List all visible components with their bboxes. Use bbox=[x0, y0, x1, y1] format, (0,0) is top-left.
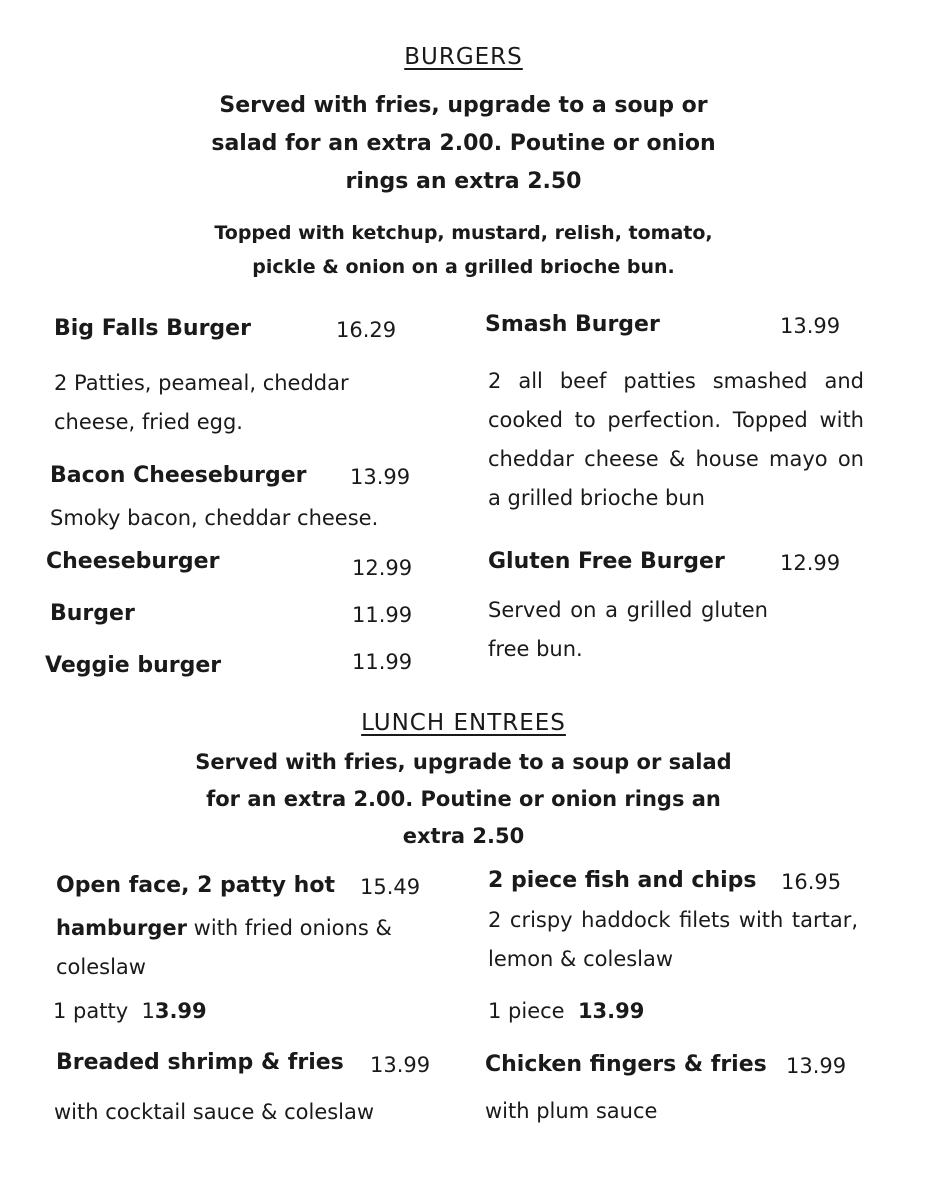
item-desc-gluten-free-burger: Served on a grilled gluten free bun. bbox=[488, 598, 768, 661]
desc-inline: with fried onions & bbox=[186, 916, 392, 940]
item-name-gluten-free-burger: Gluten Free Burger bbox=[488, 549, 725, 574]
item-desc-open-face-hamburger bbox=[56, 909, 392, 948]
item-name-fish-and-chips: 2 piece fish and chips bbox=[488, 868, 757, 893]
lunch-note-line: for an extra 2.00. Poutine or onion rings an bbox=[206, 787, 721, 811]
lunch-note-line: Served with fries, upgrade to a soup or salad bbox=[195, 750, 732, 774]
item-desc-breaded-shrimp: with cocktail sauce & coleslaw bbox=[54, 1100, 375, 1124]
item-price-big-falls-burger: 16.29 bbox=[336, 318, 397, 342]
alt-price: 3.99 bbox=[154, 999, 207, 1023]
item-name-bacon-cheeseburger: Bacon Cheeseburger bbox=[50, 463, 307, 488]
item-price-gluten-free-burger: 12.99 bbox=[780, 551, 841, 575]
burgers-note-line: salad for an extra 2.00. Poutine or onion bbox=[211, 131, 716, 156]
topping-line: pickle & onion on a grilled brioche bun. bbox=[252, 256, 675, 278]
item-price-breaded-shrimp: 13.99 bbox=[370, 1053, 431, 1077]
item-price-fish-and-chips: 16.95 bbox=[781, 870, 842, 894]
item-price-open-face-hamburger: 15.49 bbox=[360, 875, 421, 899]
alt-option-1-patty bbox=[53, 992, 207, 1031]
item-desc-smash-burger: 2 all beef patties smashed and cooked to perfection. Topped with cheddar cheese & house mayo on a grilled brioche bun bbox=[488, 369, 864, 510]
item-price-chicken-fingers: 13.99 bbox=[786, 1054, 847, 1078]
item-desc-big-falls-burger bbox=[54, 364, 434, 442]
alt-price: 13.99 bbox=[577, 999, 645, 1023]
item-name-veggie-burger: Veggie burger bbox=[45, 653, 222, 678]
alt-option-1-piece bbox=[488, 992, 644, 1031]
item-price-smash-burger: 13.99 bbox=[780, 314, 841, 338]
alt-label: 1 piece bbox=[488, 999, 578, 1023]
burgers-note bbox=[0, 87, 927, 201]
item-price-burger: 11.99 bbox=[352, 603, 413, 627]
item-name-breaded-shrimp: Breaded shrimp & fries bbox=[56, 1050, 344, 1075]
topping-line: Topped with ketchup, mustard, relish, tomato, bbox=[214, 222, 713, 244]
burgers-heading: BURGERS bbox=[404, 44, 523, 70]
desc-line: coleslaw bbox=[56, 955, 146, 979]
burgers-note-line: Served with fries, upgrade to a soup or bbox=[219, 93, 708, 118]
item-price-bacon-cheeseburger: 13.99 bbox=[350, 465, 411, 489]
item-name-chicken-fingers: Chicken fingers & fries bbox=[485, 1052, 767, 1077]
item-name-smash-burger: Smash Burger bbox=[485, 312, 660, 337]
desc-line: 2 Patties, peameal, cheddar bbox=[54, 371, 349, 395]
item-desc-bacon-cheeseburger: Smoky bacon, cheddar cheese. bbox=[50, 506, 379, 530]
burgers-note-line: rings an extra 2.50 bbox=[345, 169, 582, 194]
item-name-cheeseburger: Cheeseburger bbox=[46, 549, 220, 574]
lunch-heading: LUNCH ENTREES bbox=[361, 710, 566, 736]
item-price-veggie-burger: 11.99 bbox=[352, 650, 413, 674]
lunch-note-line: extra 2.50 bbox=[402, 824, 525, 848]
item-price-cheeseburger: 12.99 bbox=[352, 556, 413, 580]
item-name-burger: Burger bbox=[50, 601, 135, 626]
item-name-continued: hamburger bbox=[56, 916, 187, 940]
lunch-note bbox=[0, 744, 927, 855]
item-desc-fish-and-chips: 2 crispy haddock filets with tartar, lemon & coleslaw bbox=[488, 908, 858, 971]
alt-label: 1 patty 1 bbox=[53, 999, 155, 1023]
item-desc-chicken-fingers: with plum sauce bbox=[485, 1099, 658, 1123]
burgers-topping-note bbox=[0, 216, 927, 284]
desc-line: cheese, fried egg. bbox=[54, 410, 243, 434]
item-name-open-face-hamburger: Open face, 2 patty hot bbox=[56, 873, 335, 898]
item-name-big-falls-burger: Big Falls Burger bbox=[54, 316, 251, 341]
